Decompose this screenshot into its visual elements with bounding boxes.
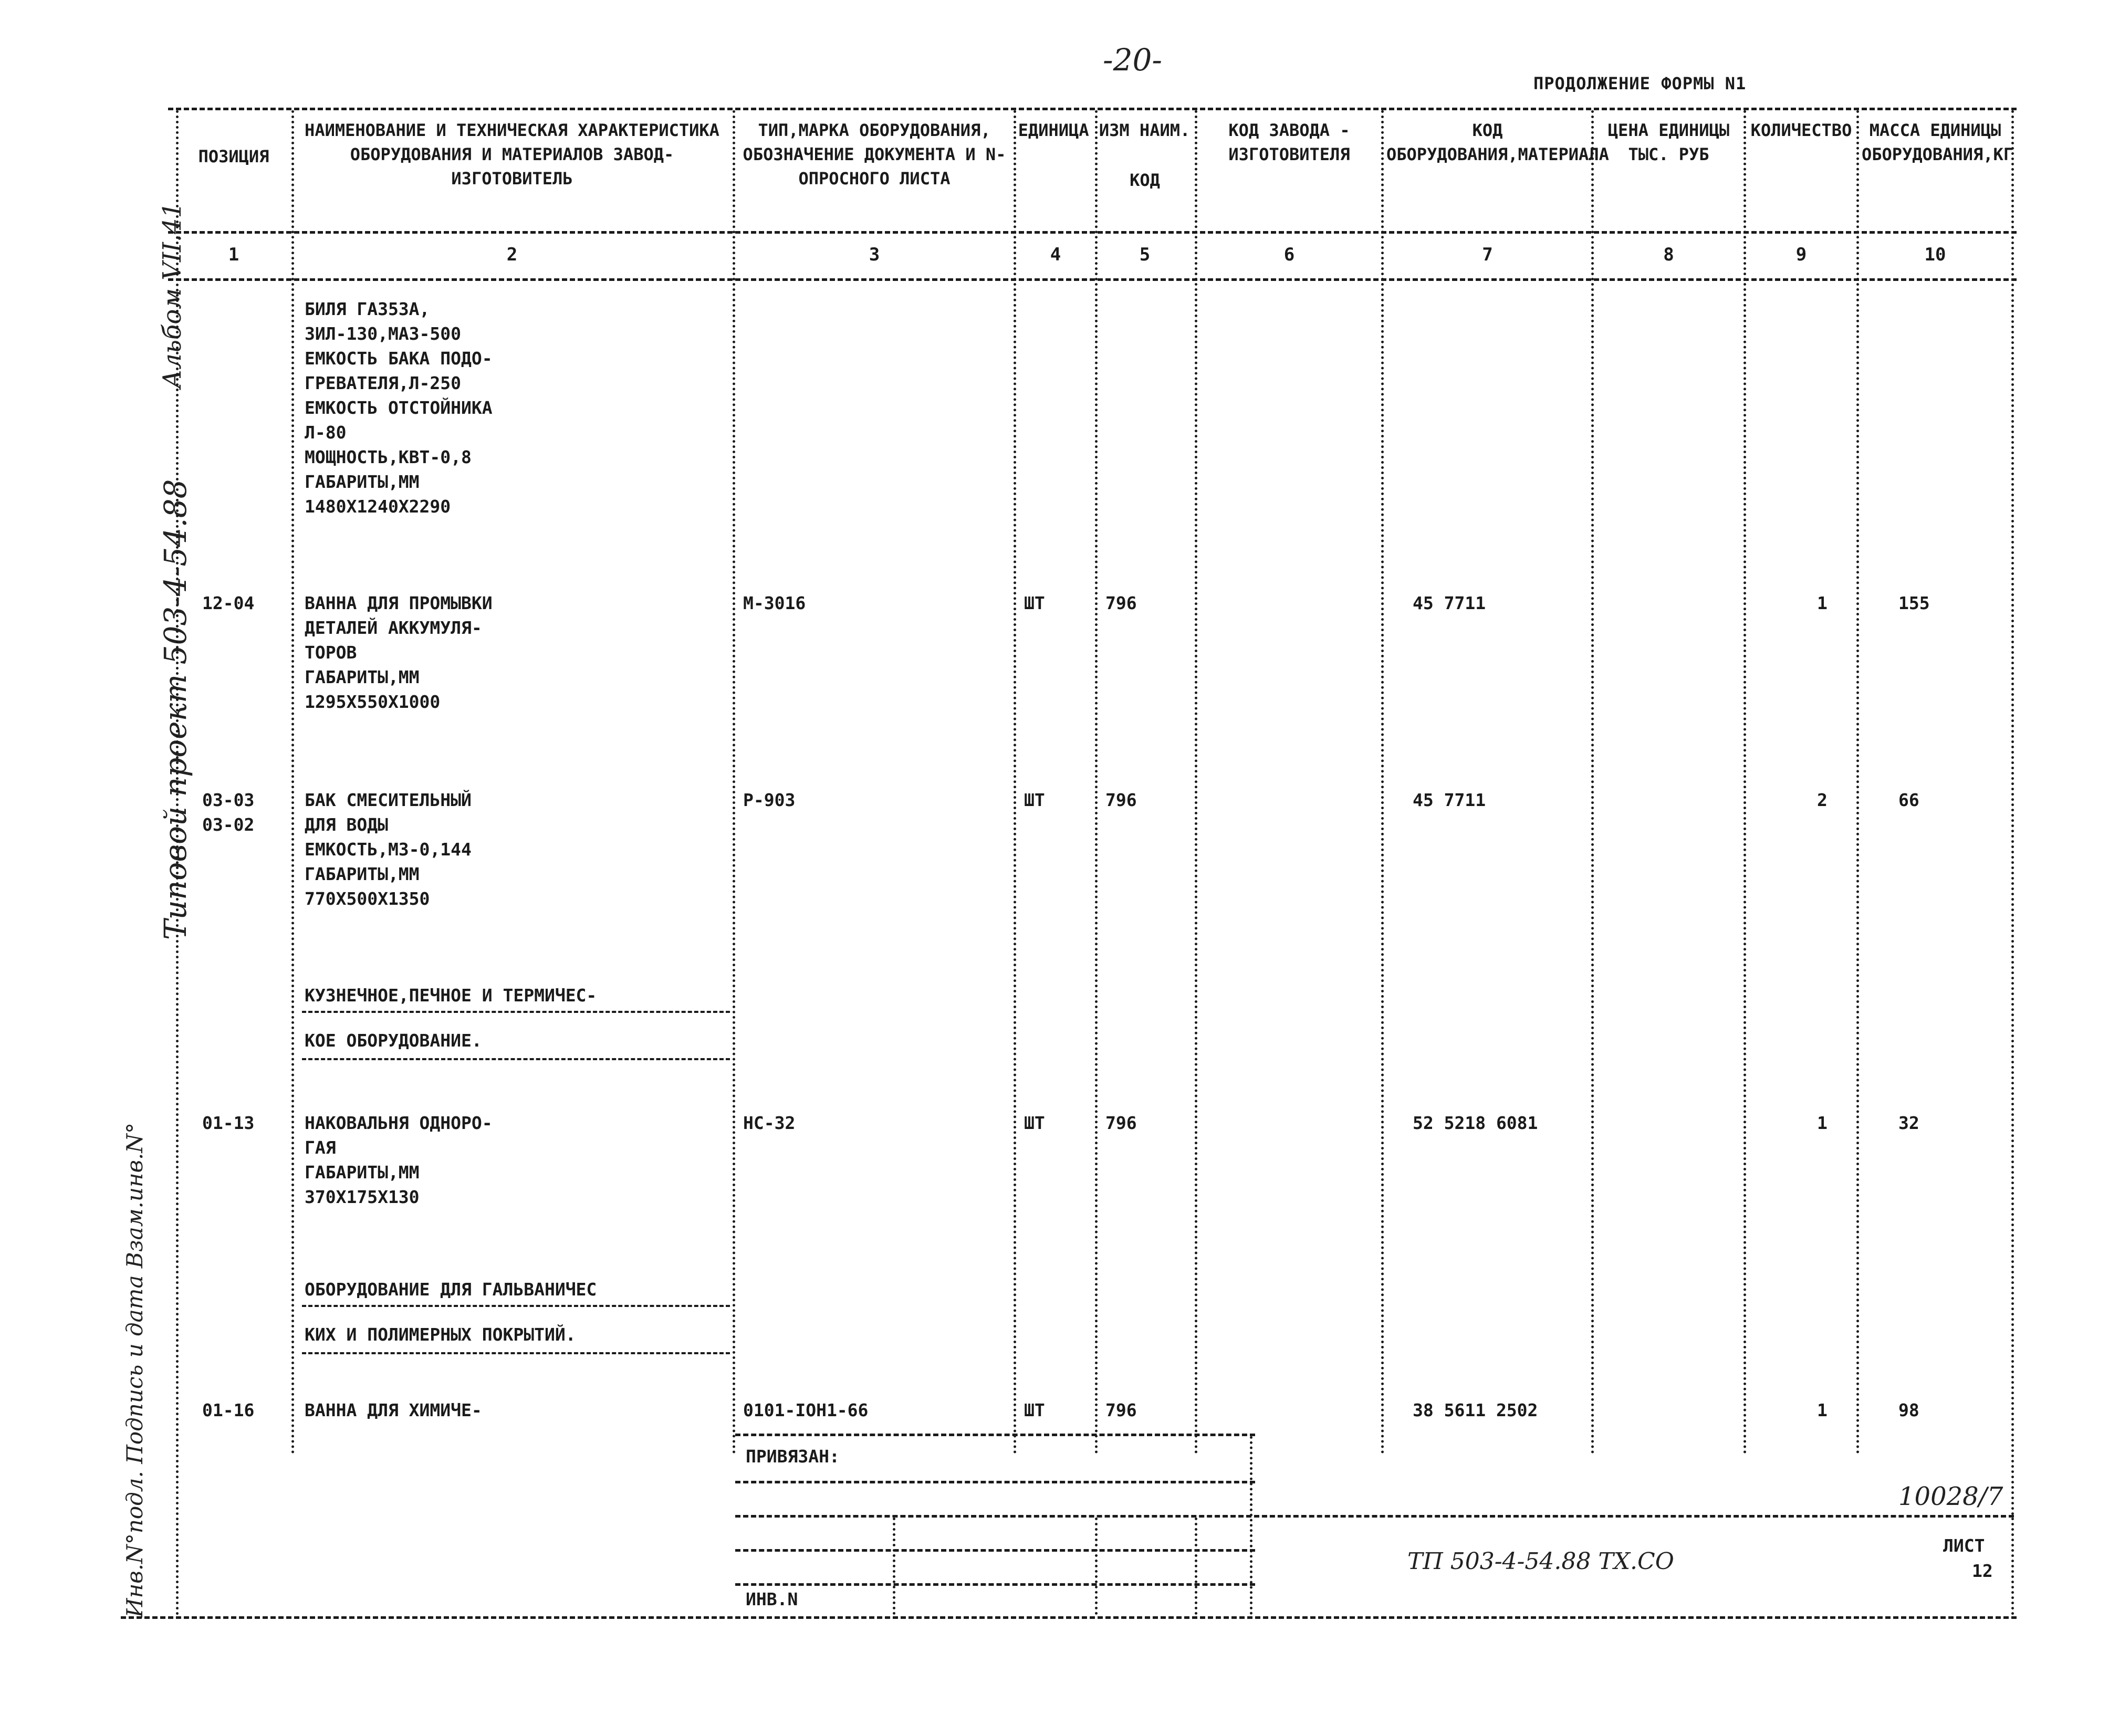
archive-number: 10028/7	[1898, 1482, 2003, 1511]
desc-line: ВАННА ДЛЯ ХИМИЧЕ-	[305, 1400, 482, 1420]
col-divider	[176, 110, 179, 1616]
quantity-cell: 1	[1817, 1400, 1828, 1420]
col-divider	[1856, 110, 1859, 1455]
quantity-cell: 1	[1817, 593, 1828, 613]
header-position: ПОЗИЦИЯ	[198, 147, 269, 166]
col-number: 1	[228, 244, 239, 265]
header-unit-code: КОД	[1130, 170, 1160, 190]
stamp-divider	[1250, 1436, 1252, 1615]
header-description: НАИМЕНОВАНИЕ И ТЕХНИЧЕСКАЯ ХАРАКТЕРИСТИКА ОБОРУДОВАНИЯ И МАТЕРИАЛОВ ЗАВОД-ИЗГОТОВИТЕЛЬ	[305, 120, 719, 189]
desc-line: ЕМКОСТЬ БАКА ПОДО-	[305, 348, 493, 369]
type-cell: НС-32	[743, 1113, 796, 1133]
desc-line: БАК СМЕСИТЕЛЬНЫЙ	[305, 790, 472, 810]
form-continuation-label: ПРОДОЛЖЕНИЕ ФОРМЫ N1	[1533, 74, 1747, 93]
desc-line: ГАБАРИТЫ,ММ	[305, 864, 420, 884]
sheet-label: ЛИСТ	[1943, 1535, 1985, 1556]
equip-code-cell: 38 5611 2502	[1413, 1400, 1538, 1420]
type-cell: Р-903	[743, 790, 796, 810]
section-underline	[302, 1058, 730, 1060]
header-plant-code: КОД ЗАВОДА - ИЗГОТОВИТЕЛЯ	[1228, 120, 1350, 164]
stamp-rule	[735, 1481, 1255, 1483]
desc-line: МОЩНОСТЬ,КВТ-0,8	[305, 447, 472, 467]
desc-line: БИЛЯ ГАЗ53А,	[305, 299, 430, 319]
unit-cell: ШТ	[1024, 1113, 1045, 1133]
bound-label: ПРИВЯЗАН:	[746, 1446, 840, 1467]
position-cell: 12-04	[202, 593, 255, 613]
header-type: ТИП,МАРКА ОБОРУДОВАНИЯ, ОБОЗНАЧЕНИЕ ДОКУМЕНТА И N-ОПРОСНОГО ЛИСТА	[743, 120, 1006, 189]
col-number: 8	[1663, 244, 1674, 265]
desc-line: ДЛЯ ВОДЫ	[305, 814, 388, 835]
margin-album-label: Альбом VII.41	[158, 202, 187, 389]
mass-cell: 155	[1898, 593, 1930, 613]
stamp-divider	[893, 1518, 895, 1615]
position-cell-secondary: 03-02	[202, 814, 255, 835]
desc-line: ДЕТАЛЕЙ АККУМУЛЯ-	[305, 618, 482, 638]
desc-line: ЕМКОСТЬ ОТСТОЙНИКА	[305, 398, 493, 418]
mass-cell: 98	[1898, 1400, 1919, 1420]
col-divider	[733, 110, 735, 1455]
col-number: 2	[506, 244, 518, 265]
desc-line: НАКОВАЛЬНЯ ОДНОРО-	[305, 1113, 493, 1133]
unit-code-cell: 796	[1105, 1400, 1137, 1420]
section-line: КУЗНЕЧНОЕ,ПЕЧНОЕ И ТЕРМИЧЕС-	[305, 985, 597, 1006]
position-cell: 01-13	[202, 1113, 255, 1133]
unit-cell: ШТ	[1024, 593, 1045, 613]
desc-line: ЕМКОСТЬ,М3-0,144	[305, 839, 472, 860]
header-quantity: КОЛИЧЕСТВО	[1750, 120, 1852, 140]
col-number: 3	[869, 244, 880, 265]
section-underline	[302, 1305, 730, 1307]
rule-bottom	[121, 1616, 2017, 1619]
col-divider	[1743, 110, 1746, 1455]
stamp-divider	[1095, 1518, 1098, 1615]
position-cell: 03-03	[202, 790, 255, 810]
rule-top	[168, 108, 2017, 110]
header-mass: МАССА ЕДИНИЦЫ ОБОРУДОВАНИЯ,КГ	[1862, 120, 2013, 164]
margin-project-label: Типовой проект 503-4-54.88	[158, 479, 193, 940]
quantity-cell: 2	[1817, 790, 1828, 810]
desc-line: 370Х175Х130	[305, 1187, 420, 1207]
desc-line: 770Х500Х1350	[305, 888, 430, 909]
desc-line: 1480Х1240Х2290	[305, 496, 451, 517]
col-number: 7	[1482, 244, 1493, 265]
quantity-cell: 1	[1817, 1113, 1828, 1133]
document-code: ТП 503-4-54.88 ТХ.СО	[1407, 1548, 1674, 1575]
desc-line: ГАЯ	[305, 1137, 336, 1158]
desc-line: ВАННА ДЛЯ ПРОМЫВКИ	[305, 593, 493, 613]
unit-cell: ШТ	[1024, 1400, 1045, 1420]
col-number: 10	[1924, 244, 1946, 265]
col-number: 5	[1139, 244, 1151, 265]
type-cell: М-3016	[743, 593, 806, 613]
col-divider	[1195, 110, 1197, 1455]
header-equip-code: КОД ОБОРУДОВАНИЯ,МАТЕРИАЛА	[1386, 120, 1609, 164]
stamp-rule	[735, 1515, 2014, 1518]
page-number: -20-	[1103, 42, 1162, 78]
col-divider	[1014, 110, 1016, 1455]
stamp-divider	[1195, 1518, 1197, 1615]
stamp-rule	[735, 1549, 1255, 1552]
rule-numbers-bottom	[168, 278, 2017, 281]
mass-cell: 32	[1898, 1113, 1919, 1133]
col-number: 4	[1050, 244, 1061, 265]
desc-line: ГРЕВАТЕЛЯ,Л-250	[305, 373, 462, 393]
equip-code-cell: 45 7711	[1413, 790, 1486, 810]
desc-line: ЗИЛ-130,МАЗ-500	[305, 323, 462, 344]
col-number: 6	[1283, 244, 1295, 265]
inv-number-label: ИНВ.N	[746, 1589, 798, 1609]
unit-code-cell: 796	[1105, 1113, 1137, 1133]
stamp-rule	[735, 1583, 1255, 1586]
type-cell: 0101-ІОН1-66	[743, 1400, 869, 1420]
position-cell: 01-16	[202, 1400, 255, 1420]
col-divider	[1591, 110, 1594, 1455]
col-divider	[1095, 110, 1098, 1455]
mass-cell: 66	[1898, 790, 1919, 810]
unit-code-cell: 796	[1105, 593, 1137, 613]
margin-stamp-label: Инв.N°подл. Подпись и дата Взам.инв.N°	[122, 1122, 148, 1617]
equip-code-cell: 52 5218 6081	[1413, 1113, 1538, 1133]
sheet-number: 12	[1972, 1561, 1993, 1581]
header-unit-name: ЕДИНИЦА ИЗМ НАИМ.	[1018, 120, 1191, 140]
desc-line: ГАБАРИТЫ,ММ	[305, 667, 420, 687]
desc-line: 1295Х550Х1000	[305, 692, 441, 712]
section-line: КОЕ ОБОРУДОВАНИЕ.	[305, 1030, 482, 1051]
desc-line: ГАБАРИТЫ,ММ	[305, 472, 420, 492]
unit-cell: ШТ	[1024, 790, 1045, 810]
desc-line: ГАБАРИТЫ,ММ	[305, 1162, 420, 1183]
col-divider	[2011, 110, 2014, 1616]
col-number: 9	[1795, 244, 1807, 265]
desc-line: Л-80	[305, 422, 347, 443]
col-divider	[1381, 110, 1384, 1455]
header-price: ЦЕНА ЕДИНИЦЫ ТЫС. РУБ	[1607, 120, 1730, 164]
col-divider	[291, 110, 294, 1455]
section-line: КИХ И ПОЛИМЕРНЫХ ПОКРЫТИЙ.	[305, 1324, 576, 1345]
section-underline	[302, 1352, 730, 1354]
rule-header-bottom	[168, 231, 2017, 234]
section-underline	[302, 1011, 730, 1013]
unit-code-cell: 796	[1105, 790, 1137, 810]
section-line: ОБОРУДОВАНИЕ ДЛЯ ГАЛЬВАНИЧЕС	[305, 1279, 597, 1300]
desc-line: ТОРОВ	[305, 642, 357, 663]
equip-code-cell: 45 7711	[1413, 593, 1486, 613]
stamp-rule	[735, 1434, 1255, 1436]
